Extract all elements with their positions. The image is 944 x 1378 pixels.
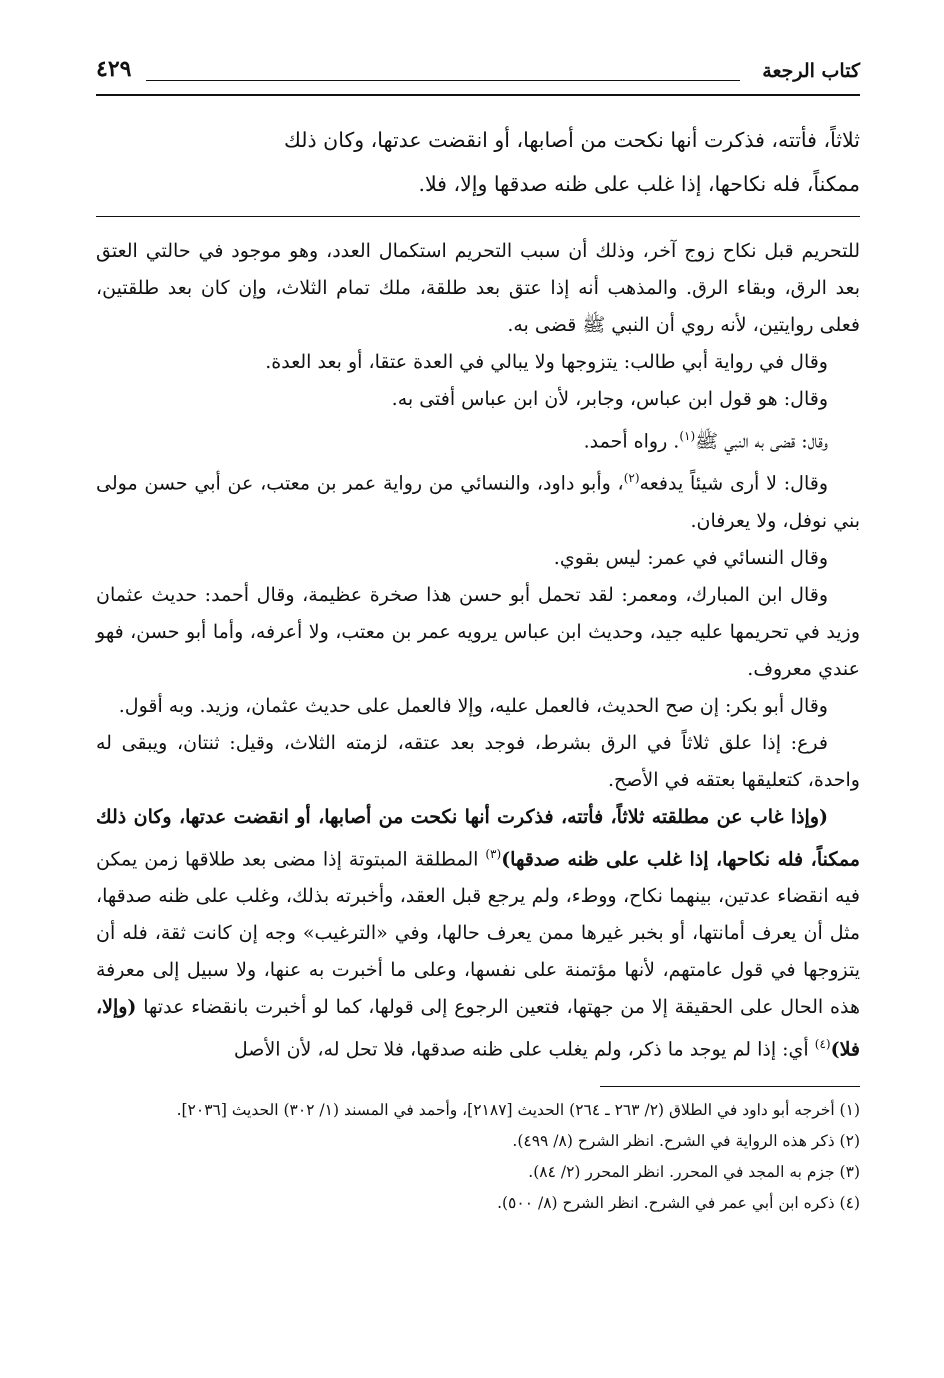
sharh-text-run: وقال: قضى به النبي ﷺ (695, 430, 828, 453)
sharh-paragraph: وقال: هو قول ابن عباس، وجابر، لأن ابن عباس أفتى به. (391, 388, 828, 410)
sharh-text-run: أي: إذا لم يوجد ما ذكر، ولم يغلب على ظنه صدقها، فلا تحل له، لأن الأصل (233, 1038, 815, 1061)
footnote-ref: (٤) (814, 1036, 831, 1051)
sharh-paragraph: وقال أبو بكر: إن صح الحديث، فالعمل عليه، وإلا فالعمل على حديث عثمان، وزيد. وبه أقول. (118, 694, 828, 717)
sharh-paragraph (96, 418, 860, 460)
header-divider (96, 94, 860, 96)
footnote-divider (600, 1086, 860, 1087)
page (96, 50, 860, 1219)
header-rule (146, 80, 740, 81)
sharh-paragraph: فرع: إذا علق ثلاثاً في الرق بشرط، فوجد بعد عتقه، لزمته الثلاث، وقيل: ثنتان، ويبقى له واحدة، كتعليقها بعتقه في الأصح. (96, 731, 860, 791)
quoted-matn: (وإذا غاب عن مطلقته ثلاثاً، فأتته، فذكرت أنها نكحت من أصابها، أو انقضت عدتها، وكان ذلك ممكناً، فله نكاحها، إذا غلب على ظنه صدقها) (96, 805, 860, 870)
matn-line-2: ممكناً، فله نكاحها، إذا غلب على ظنه صدقها وإلا، فلا. (418, 172, 860, 196)
footnote: (١) أخرجه أبو داود في الطلاق (٢/ ٢٦٣ ـ ٢٦٤) الحديث [٢١٨٧]، وأحمد في المسند (١/ ٣٠٢) الحديث [٢٠٣٦]. (176, 1101, 860, 1120)
page-number: ٤٢٩ (96, 56, 132, 82)
sharh-text-run: المطلقة المبتوتة إذا مضى بعد طلاقها زمن يمكن فيه انقضاء عدتين، بينهما نكاح، ووطء، ولم يرجع قبل العقد، وأخبرته بذلك، وغلب على ظنه صدقها، مثل أن يعرف أمانتها، أو بخبر غيرها ممن يعرف حالها، وفي «الترغيب» وجه إن كانت ثقة، فله أن يتزوجها في قول عامتهم، لأنها مؤتمنة على نفسها، وعلى ما أخبرت به عنها، ولا سبيل إلى معرفة هذه الحال على الحقيقة إلا من جهتها، فتعين الرجوع إلى قولها، كما لو أخبرت بانقضاء عدتها (96, 847, 860, 1018)
footnote: (٣) جزم به المجد في المحرر. انظر المحرر (٢/ ٨٤). (528, 1163, 860, 1182)
footnote-ref: (٢) (623, 471, 640, 486)
sharh-paragraph: وقال ابن المبارك، ومعمر: لقد تحمل أبو حسن هذا صخرة عظيمة، وقال أحمد: حديث عثمان وزيد في تحريمها عليه جيد، وحديث ابن عباس يرويه عمر بن معتب، ولا أعرفه، وأما أبو حسن، فهو عندي معروف. (96, 583, 860, 680)
quoted-matn: (وإلا، فلا) (96, 995, 860, 1061)
chapter-title: كتاب الرجعة (762, 60, 860, 82)
footnote-ref: (٣) (485, 846, 502, 861)
footnote: (٢) ذكر هذه الرواية في الشرح. انظر الشرح (٨/ ٤٩٩). (512, 1132, 860, 1151)
sharh-text (96, 233, 860, 1068)
running-header (96, 50, 860, 96)
footnote-ref: (١) (679, 429, 696, 443)
sharh-text-run: . رواه أحمد. (583, 430, 680, 453)
footnote: (٤) ذكره ابن أبي عمر في الشرح. انظر الشرح (٨/ ٥٠٠). (497, 1194, 860, 1213)
sharh-paragraph: للتحريم قبل نكاح زوج آخر، وذلك أن سبب التحريم استكمال العدد، وهو موجود في حالتي العتق بعد الرق، وبقاء الرق. والمذهب أنه إذا عتق بعد طلقة، ملك تمام الثلاث، وإن كان بعد طلقتين، فعلى روايتين، لأنه روي أن النبي ﷺ قضى به. (96, 240, 860, 336)
sharh-paragraph (96, 460, 860, 539)
matn-text (96, 118, 860, 206)
footnotes (96, 1095, 860, 1219)
matn-line-1: ثلاثاً، فأتته، فذكرت أنها نكحت من أصابها، أو انقضت عدتها، وكان ذلك (284, 128, 860, 152)
sharh-paragraph: وقال النسائي في عمر: ليس بقوي. (553, 546, 828, 569)
sharh-paragraph: وقال في رواية أبي طالب: يتزوجها ولا يبالي في العدة عتقا، أو بعد العدة. (265, 351, 828, 373)
sharh-text-run: وقال: لا أرى شيئاً يدفعه (639, 472, 828, 495)
sharh-paragraph (96, 799, 860, 1069)
sharh-text-run: ، وأبو داود، والنسائي من رواية عمر بن معتب، عن أبي حسن مولى بني نوفل، ولا يعرفان. (96, 472, 860, 532)
matn-sharh-divider (96, 216, 860, 217)
